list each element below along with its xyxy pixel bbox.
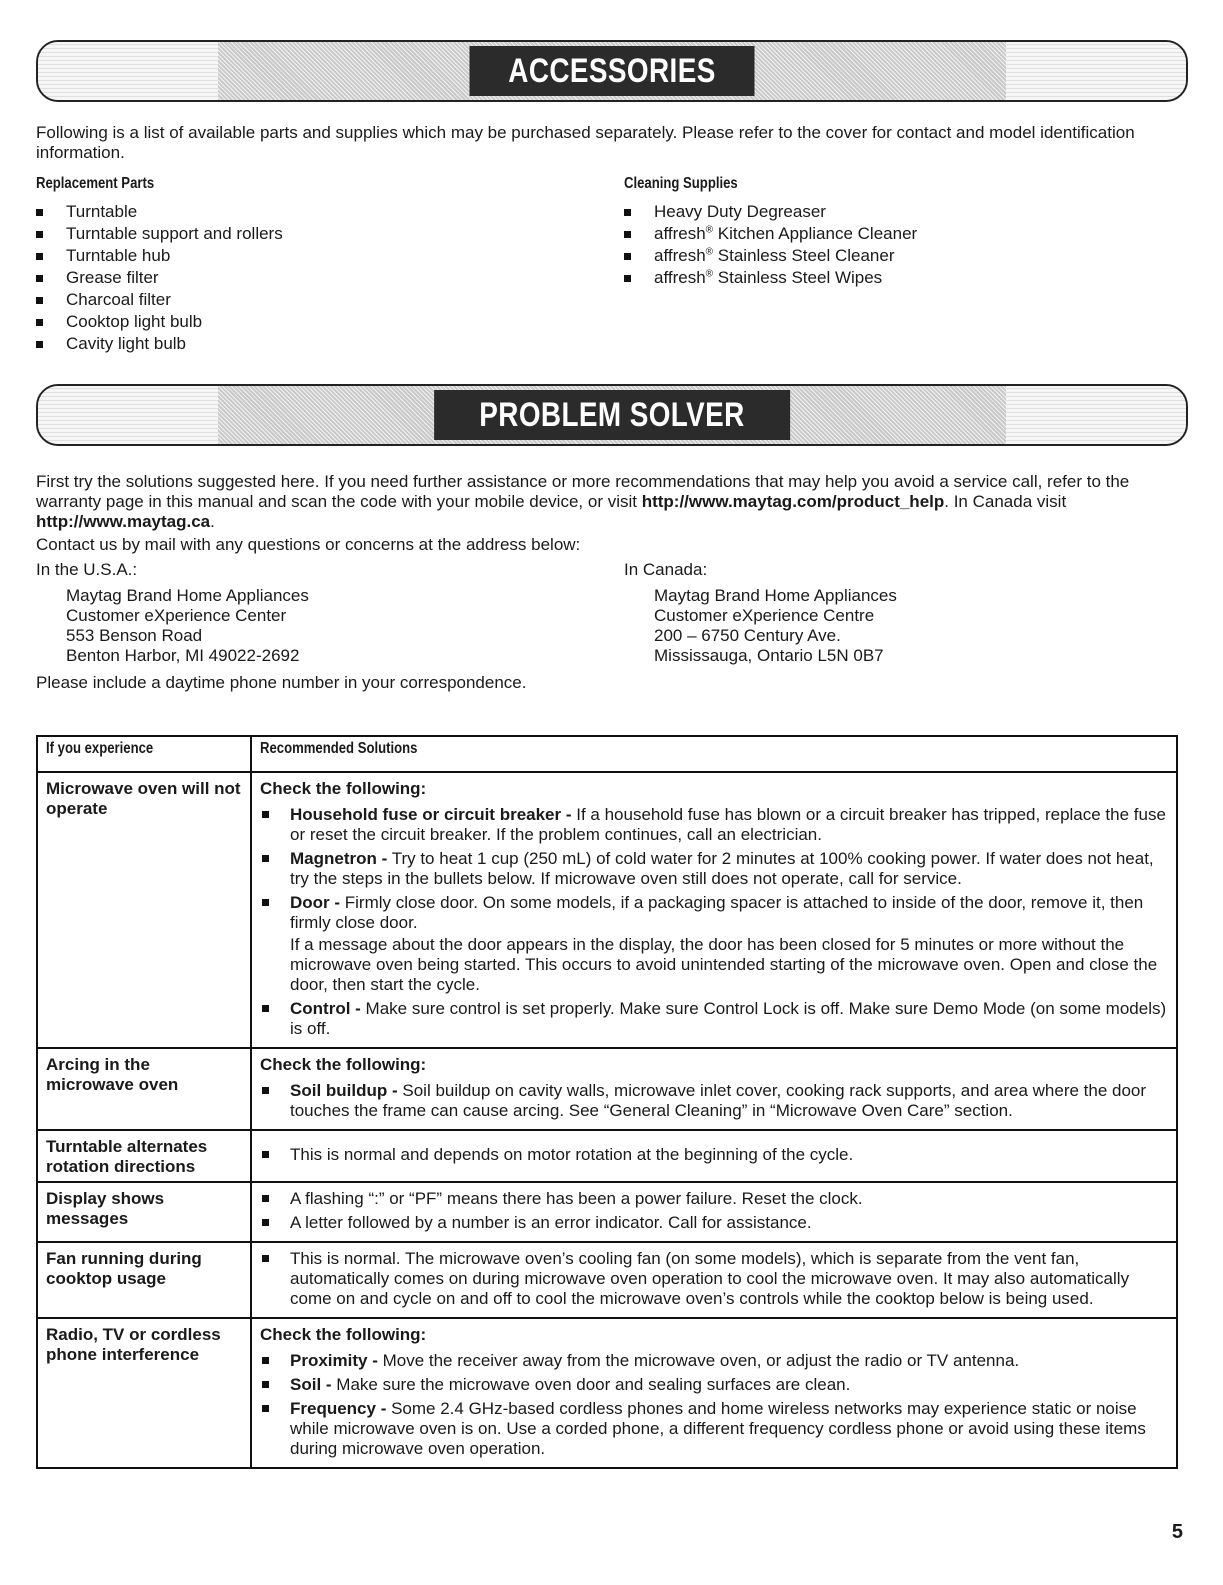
- list-item: Turntable support and rollers: [36, 223, 283, 245]
- solution-cell: [251, 772, 1177, 1048]
- solution-title: Soil buildup -: [290, 1081, 398, 1100]
- solution-item: [260, 893, 1168, 995]
- contact-text: Contact us by mail with any questions or concerns at the address below:: [36, 535, 581, 554]
- item-text: Stainless Steel Wipes: [713, 268, 883, 287]
- solution-text: Make sure control is set properly. Make sure Control Lock is off. Make sure Demo Mode (on some models) is off.: [290, 999, 1167, 1038]
- solution-item: [260, 1145, 1168, 1165]
- solution-text: Try to heat 1 cup (250 mL) of cold water for 2 minutes at 100% cooking power. If water does not heat, try the steps in the bullets below. If microwave oven still does not operate, call for service.: [290, 849, 1154, 888]
- solution-list: [260, 1249, 1168, 1309]
- solution-title: Soil -: [290, 1375, 332, 1394]
- problem-solver-table: [36, 735, 1178, 1469]
- problem-cell: Radio, TV or cordless phone interference: [37, 1318, 251, 1468]
- list-item: Turntable hub: [36, 245, 283, 267]
- list-item: [624, 201, 917, 223]
- canada-label: In Canada:: [624, 560, 708, 579]
- table-row: [37, 1130, 1177, 1182]
- item-text: Heavy Duty Degreaser: [654, 202, 826, 221]
- solution-list: [260, 1351, 1168, 1459]
- list-item: [624, 267, 917, 289]
- solution-text: A flashing “:” or “PF” means there has been a power failure. Reset the clock.: [290, 1189, 863, 1208]
- solution-note: If a message about the door appears in the display, the door has been closed for 5 minutes or more without the microwave oven being started. This occurs to avoid unintended starting of the microwave oven. Open and close the door, then start the cycle.: [290, 935, 1158, 994]
- cleaning-supplies-heading: Cleaning Supplies: [624, 175, 738, 192]
- solution-text: Firmly close door. On some models, if a packaging spacer is attached to inside of the door, remove it, then firmly close door.: [290, 893, 1144, 932]
- solution-item: [260, 1213, 1168, 1233]
- solution-title: Frequency -: [290, 1399, 387, 1418]
- list-item: Cavity light bulb: [36, 333, 283, 355]
- us-label: In the U.S.A.:: [36, 560, 138, 579]
- list-item: Grease filter: [36, 267, 283, 289]
- check-heading: Check the following:: [260, 1325, 427, 1344]
- solution-cell: [251, 1048, 1177, 1130]
- problem-solver-banner: [36, 384, 1188, 446]
- maytag-help-link[interactable]: http://www.maytag.com/product_help: [641, 492, 945, 511]
- list-item: [624, 245, 917, 267]
- list-item: Turntable: [36, 201, 283, 223]
- solution-list: [260, 1189, 1168, 1233]
- solution-item: [260, 1189, 1168, 1209]
- canada-address: Maytag Brand Home Appliances Customer eXperience Centre 200 – 6750 Century Ave. Mississauga, Ontario L5N 0B7: [654, 586, 897, 665]
- solution-cell: [251, 1130, 1177, 1182]
- us-address: Maytag Brand Home Appliances Customer eXperience Center 553 Benson Road Benton Harbor, MI 49022-2692: [66, 586, 309, 665]
- solution-text: This is normal. The microwave oven’s cooling fan (on some models), which is separate from the vent fan, automatically comes on during microwave oven operation to cool the microwave oven. It may also automatically come on and cycle on and off to cool the microwave oven’s controls while the cooktop below is being used.: [290, 1249, 1130, 1308]
- solution-text: A letter followed by a number is an error indicator. Call for assistance.: [290, 1213, 812, 1232]
- solution-title: Door -: [290, 893, 341, 912]
- table-row: [37, 1048, 1177, 1130]
- registered-mark: ®: [705, 246, 714, 258]
- maytag-canada-link[interactable]: http://www.maytag.ca: [36, 512, 211, 531]
- table-row: [37, 1182, 1177, 1242]
- accessories-title: ACCESSORIES: [508, 52, 716, 90]
- solution-text: Move the receiver away from the microwave oven, or adjust the radio or TV antenna.: [377, 1351, 1020, 1370]
- page-number: 5: [1171, 1521, 1183, 1543]
- problem-cell: Display shows messages: [37, 1182, 251, 1242]
- solution-item: [260, 999, 1168, 1039]
- solution-item: [260, 805, 1168, 845]
- accessories-intro: Following is a list of available parts and supplies which may be purchased separately. Please refer to the cover for contact and model identification information.: [36, 123, 1135, 162]
- problem-cell: Arcing in the microwave oven: [37, 1048, 251, 1130]
- cleaning-supplies-list: [624, 201, 917, 289]
- problem-cell: Turntable alternates rotation directions: [37, 1130, 251, 1182]
- solution-item: [260, 1249, 1168, 1309]
- table-row: [37, 772, 1177, 1048]
- col-header-solutions: Recommended Solutions: [260, 740, 418, 757]
- list-item: Charcoal filter: [36, 289, 283, 311]
- solution-item: [260, 1351, 1168, 1371]
- col-header-experience: If you experience: [46, 740, 154, 757]
- accessories-banner: [36, 40, 1188, 102]
- problem-solver-intro: First try the solutions suggested here. If you need further assistance or more recommendations that may help you avoid a service call, refer to the warranty page in this manual and scan the code with your mobile device, or visit http://www.maytag.com/product_help. In Canada visit http://www.maytag.ca.: [36, 472, 1130, 531]
- list-item: [624, 223, 917, 245]
- item-text: Kitchen Appliance Cleaner: [713, 224, 918, 243]
- brand-name: affresh: [654, 268, 706, 287]
- solution-cell: [251, 1182, 1177, 1242]
- replacement-parts-list: [36, 201, 283, 355]
- solution-title: Magnetron -: [290, 849, 388, 868]
- solution-text: If a household fuse has blown or a circuit breaker has tripped, replace the fuse or reset the circuit breaker. If the problem continues, call an electrician.: [290, 805, 1166, 844]
- check-heading: Check the following:: [260, 779, 427, 798]
- solution-title: Household fuse or circuit breaker -: [290, 805, 572, 824]
- solution-list: [260, 805, 1168, 1039]
- solution-title: Proximity -: [290, 1351, 378, 1370]
- check-heading: Check the following:: [260, 1055, 427, 1074]
- problem-solver-title: PROBLEM SOLVER: [479, 396, 745, 434]
- item-text: Stainless Steel Cleaner: [713, 246, 895, 265]
- list-item: Cooktop light bulb: [36, 311, 283, 333]
- solution-cell: [251, 1318, 1177, 1468]
- brand-name: affresh: [654, 246, 706, 265]
- solution-item: [260, 1399, 1168, 1459]
- solution-text: Soil buildup on cavity walls, microwave inlet cover, cooking rack supports, and area where the door touches the frame can cause arcing. See “General Cleaning” in “Microwave Oven Care” section.: [290, 1081, 1147, 1120]
- solution-text: This is normal and depends on motor rotation at the beginning of the cycle.: [290, 1145, 854, 1164]
- solution-item: [260, 1375, 1168, 1395]
- registered-mark: ®: [705, 268, 714, 280]
- solution-list: [260, 1081, 1168, 1121]
- table-row: [37, 1242, 1177, 1318]
- problem-cell: Fan running during cooktop usage: [37, 1242, 251, 1318]
- solution-title: Control -: [290, 999, 361, 1018]
- table-row: [37, 1318, 1177, 1468]
- replacement-parts-heading: Replacement Parts: [36, 175, 155, 192]
- registered-mark: ®: [705, 224, 714, 236]
- solution-cell: [251, 1242, 1177, 1318]
- brand-name: affresh: [654, 224, 706, 243]
- problem-cell: Microwave oven will not operate: [37, 772, 251, 1048]
- solution-item: [260, 1081, 1168, 1121]
- phone-note: Please include a daytime phone number in your correspondence.: [36, 673, 527, 692]
- solution-item: [260, 849, 1168, 889]
- solution-text: Some 2.4 GHz-based cordless phones and home wireless networks may experience static or noise while microwave oven is on. Use a corded phone, a different frequency cordless phone or avoid using these items during microwave oven operation.: [290, 1399, 1146, 1458]
- solution-text: Make sure the microwave oven door and sealing surfaces are clean.: [331, 1375, 851, 1394]
- solution-list: [260, 1145, 1168, 1165]
